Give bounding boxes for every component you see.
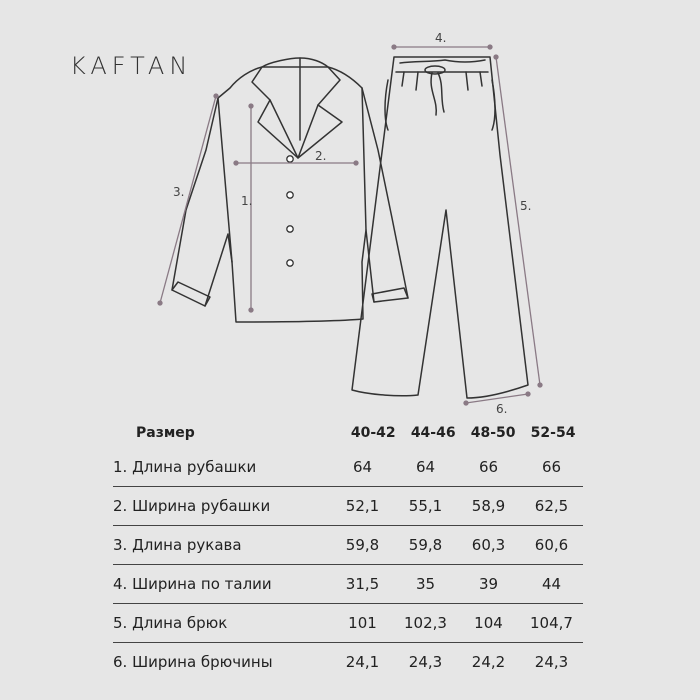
table-cell: 24,1 — [345, 653, 380, 671]
shirt-button — [287, 156, 293, 162]
table-cell: 24,3 — [534, 653, 569, 671]
table-cell: 101 — [348, 614, 377, 632]
table-cell: 102,3 — [404, 614, 447, 632]
table-row — [113, 603, 583, 642]
measure-line-5 — [496, 57, 540, 385]
table-cell: 64 — [352, 458, 373, 476]
measure-label-1: 1. — [241, 194, 253, 208]
table-cell: 60,3 — [471, 536, 506, 554]
size-col-header: 44-46 — [410, 425, 456, 441]
size-table-header — [113, 418, 583, 448]
table-row — [113, 642, 583, 681]
table-cell: 39 — [478, 575, 499, 593]
measure-label-2: 2. — [315, 149, 327, 163]
row-label: 6. Ширина брючины — [113, 653, 273, 671]
table-cell: 35 — [415, 575, 436, 593]
row-label: 4. Ширина по талии — [113, 575, 272, 593]
brand-title: KAFTAN — [70, 52, 193, 80]
table-cell: 58,9 — [471, 497, 506, 515]
table-cell: 66 — [541, 458, 562, 476]
table-cell: 104,7 — [530, 614, 573, 632]
measure-label-5: 5. — [520, 199, 532, 213]
table-cell: 24,2 — [471, 653, 506, 671]
size-col-header: 48-50 — [470, 425, 516, 441]
measure-label-3: 3. — [173, 185, 185, 199]
table-cell: 24,3 — [408, 653, 443, 671]
size-table — [113, 418, 583, 681]
table-cell: 52,1 — [345, 497, 380, 515]
trousers-outline — [352, 57, 528, 398]
row-label: 3. Длина рукава — [113, 536, 242, 554]
row-label: 5. Длина брюк — [113, 614, 228, 632]
table-row — [113, 448, 583, 486]
table-row — [113, 486, 583, 525]
size-col-header: 40-42 — [350, 425, 396, 441]
table-row — [113, 564, 583, 603]
measure-line-3 — [160, 96, 216, 303]
measure-label-4: 4. — [435, 31, 447, 45]
shirt-button — [287, 260, 293, 266]
shirt-collar — [252, 58, 342, 158]
drawstring — [431, 73, 444, 115]
size-table-body — [113, 448, 583, 681]
shirt-button — [287, 192, 293, 198]
table-cell: 104 — [474, 614, 503, 632]
table-cell: 64 — [415, 458, 436, 476]
size-header-label: Размер — [136, 425, 195, 441]
table-row — [113, 525, 583, 564]
table-cell: 66 — [478, 458, 499, 476]
shirt-button — [287, 226, 293, 232]
table-cell: 59,8 — [408, 536, 443, 554]
table-cell: 44 — [541, 575, 562, 593]
table-cell: 59,8 — [345, 536, 380, 554]
row-label: 2. Ширина рубашки — [113, 497, 271, 515]
table-cell: 31,5 — [345, 575, 380, 593]
row-label: 1. Длина рубашки — [113, 458, 257, 476]
size-col-header: 52-54 — [530, 425, 576, 441]
measure-label-6: 6. — [496, 402, 508, 416]
table-cell: 60,6 — [534, 536, 569, 554]
table-cell: 55,1 — [408, 497, 443, 515]
table-cell: 62,5 — [534, 497, 569, 515]
